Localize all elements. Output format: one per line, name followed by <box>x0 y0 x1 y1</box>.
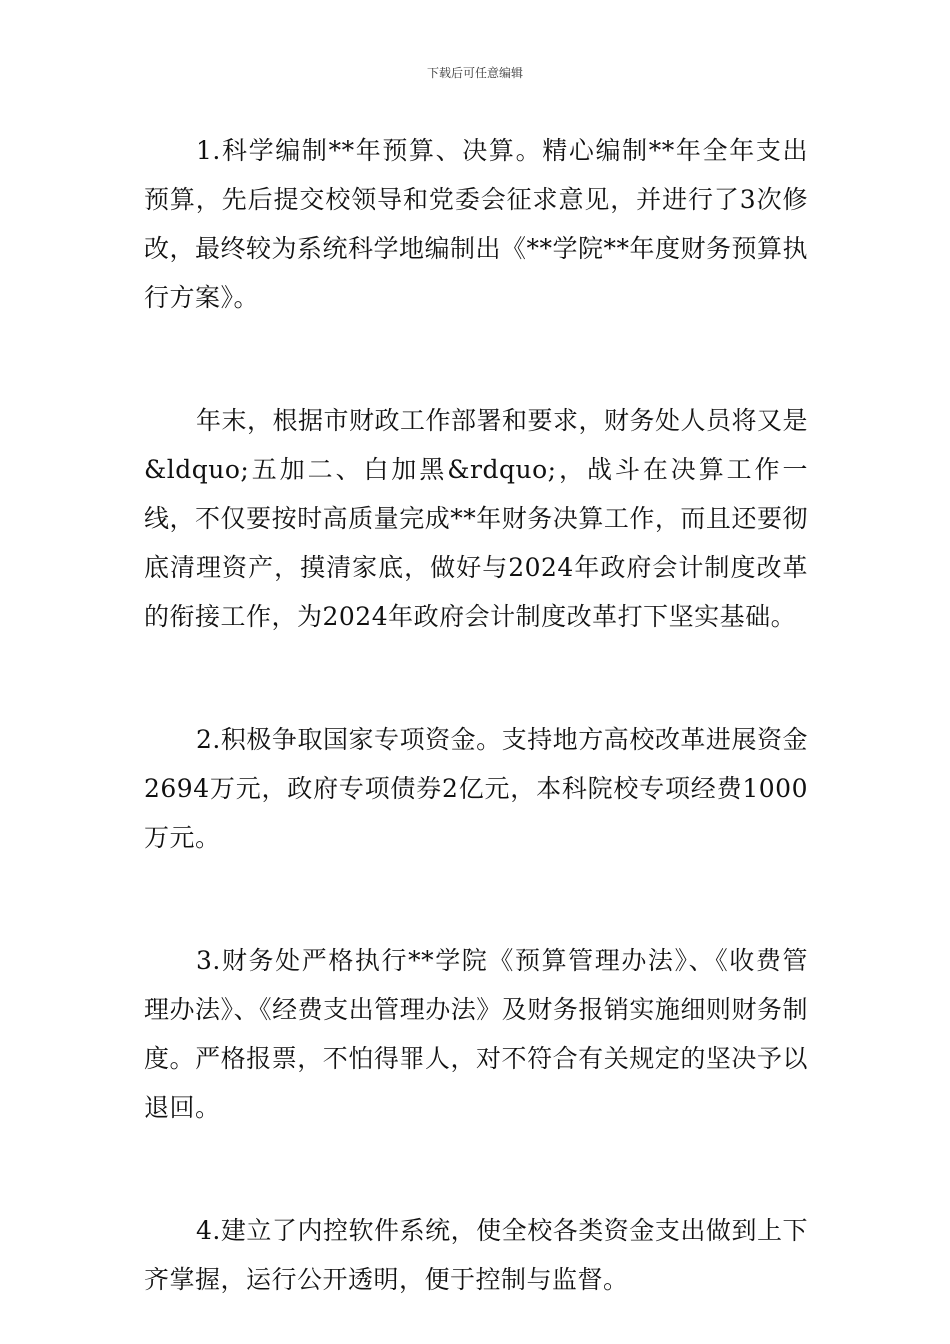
paragraph-special-funds: 2.积极争取国家专项资金。支持地方高校改革进展资金2694万元，政府专项债券2亿元，本科院校专项经费1000万元。 <box>144 725 808 852</box>
paragraph-year-end: 年末，根据市财政工作部署和要求，财务处人员将又是&ldquo;五加二、白加黑&rdquo;，战斗在决算工作一线，不仅要按时高质量完成**年财务决算工作，而且还要彻底清理资产，摸清家底，做好与2024年政府会计制度改革的衔接工作，为2024年政府会计制度改革打下坚实基础。 <box>144 406 809 631</box>
paragraph-internal-control: 4.建立了内控软件系统，使全校各类资金支出做到上下齐掌握，运行公开透明，便于控制与监督。 <box>144 1216 808 1294</box>
paragraph-regulations: 3.财务处严格执行**学院《预算管理办法》、《收费管理办法》、《经费支出管理办法》及财务报销实施细则财务制度。严格报票，不怕得罪人，对不符合有关规定的坚决予以退回。 <box>144 946 808 1122</box>
paragraph-budget: 1.科学编制**年预算、决算。精心编制**年全年支出预算，先后提交校领导和党委会征求意见，并进行了3次修改，最终较为系统科学地编制出《**学院**年度财务预算执行方案》。 <box>144 136 809 312</box>
page-header: 下载后可任意编辑 <box>426 66 523 80</box>
document-body <box>144 126 808 1304</box>
